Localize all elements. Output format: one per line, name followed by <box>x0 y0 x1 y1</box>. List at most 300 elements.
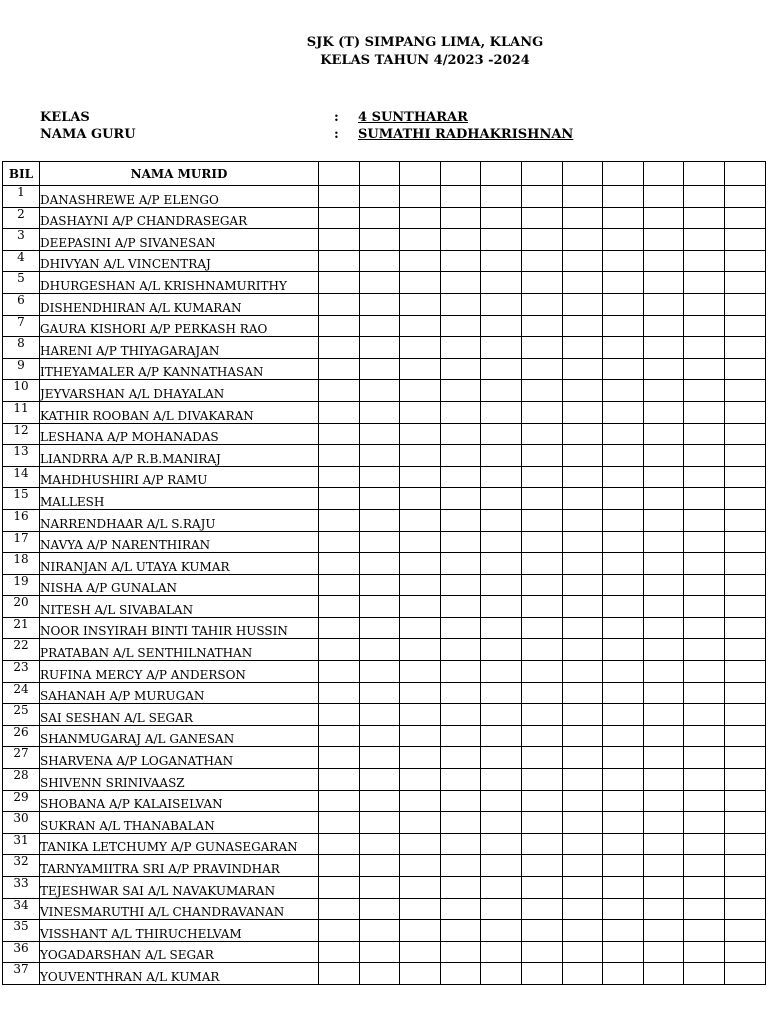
mark-cell[interactable] <box>562 401 603 423</box>
mark-cell[interactable] <box>724 229 765 251</box>
mark-cell[interactable] <box>481 963 522 985</box>
mark-cell[interactable] <box>521 574 562 596</box>
mark-cell[interactable] <box>521 531 562 553</box>
mark-cell[interactable] <box>481 423 522 445</box>
mark-cell[interactable] <box>481 207 522 229</box>
mark-cell[interactable] <box>603 790 644 812</box>
mark-cell[interactable] <box>481 186 522 208</box>
mark-cell[interactable] <box>684 617 725 639</box>
mark-cell[interactable] <box>319 790 360 812</box>
mark-cell[interactable] <box>724 445 765 467</box>
mark-cell[interactable] <box>400 682 441 704</box>
mark-cell[interactable] <box>481 898 522 920</box>
mark-cell[interactable] <box>521 229 562 251</box>
mark-cell[interactable] <box>481 250 522 272</box>
mark-cell[interactable] <box>521 488 562 510</box>
mark-cell[interactable] <box>319 445 360 467</box>
mark-cell[interactable] <box>724 941 765 963</box>
mark-cell[interactable] <box>603 639 644 661</box>
mark-cell[interactable] <box>562 812 603 834</box>
mark-cell[interactable] <box>481 358 522 380</box>
mark-cell[interactable] <box>562 531 603 553</box>
mark-cell[interactable] <box>521 639 562 661</box>
mark-cell[interactable] <box>684 531 725 553</box>
mark-cell[interactable] <box>400 293 441 315</box>
mark-cell[interactable] <box>481 725 522 747</box>
mark-cell[interactable] <box>724 747 765 769</box>
mark-cell[interactable] <box>724 531 765 553</box>
mark-cell[interactable] <box>319 250 360 272</box>
mark-cell[interactable] <box>603 250 644 272</box>
mark-cell[interactable] <box>319 963 360 985</box>
mark-cell[interactable] <box>643 186 684 208</box>
mark-cell[interactable] <box>400 380 441 402</box>
mark-cell[interactable] <box>521 855 562 877</box>
mark-cell[interactable] <box>643 509 684 531</box>
mark-cell[interactable] <box>643 855 684 877</box>
mark-cell[interactable] <box>359 596 400 618</box>
mark-cell[interactable] <box>724 682 765 704</box>
mark-cell[interactable] <box>359 293 400 315</box>
mark-cell[interactable] <box>359 812 400 834</box>
mark-cell[interactable] <box>643 596 684 618</box>
mark-cell[interactable] <box>481 445 522 467</box>
mark-cell[interactable] <box>562 725 603 747</box>
mark-cell[interactable] <box>319 596 360 618</box>
mark-cell[interactable] <box>400 531 441 553</box>
mark-cell[interactable] <box>684 941 725 963</box>
mark-cell[interactable] <box>562 963 603 985</box>
mark-cell[interactable] <box>400 877 441 899</box>
mark-cell[interactable] <box>562 704 603 726</box>
mark-cell[interactable] <box>684 769 725 791</box>
mark-cell[interactable] <box>684 704 725 726</box>
mark-cell[interactable] <box>724 639 765 661</box>
mark-cell[interactable] <box>724 596 765 618</box>
mark-cell[interactable] <box>521 747 562 769</box>
mark-cell[interactable] <box>562 509 603 531</box>
mark-cell[interactable] <box>440 574 481 596</box>
mark-cell[interactable] <box>724 358 765 380</box>
mark-cell[interactable] <box>400 423 441 445</box>
mark-cell[interactable] <box>724 661 765 683</box>
mark-cell[interactable] <box>684 250 725 272</box>
mark-cell[interactable] <box>359 229 400 251</box>
mark-cell[interactable] <box>319 725 360 747</box>
mark-cell[interactable] <box>562 877 603 899</box>
mark-cell[interactable] <box>562 790 603 812</box>
mark-cell[interactable] <box>359 877 400 899</box>
mark-cell[interactable] <box>684 380 725 402</box>
mark-cell[interactable] <box>603 833 644 855</box>
mark-cell[interactable] <box>481 293 522 315</box>
mark-cell[interactable] <box>643 250 684 272</box>
mark-cell[interactable] <box>481 682 522 704</box>
mark-cell[interactable] <box>359 401 400 423</box>
mark-cell[interactable] <box>643 790 684 812</box>
mark-cell[interactable] <box>724 920 765 942</box>
mark-cell[interactable] <box>400 747 441 769</box>
mark-cell[interactable] <box>724 401 765 423</box>
mark-cell[interactable] <box>319 941 360 963</box>
mark-cell[interactable] <box>481 920 522 942</box>
mark-cell[interactable] <box>521 898 562 920</box>
mark-cell[interactable] <box>400 186 441 208</box>
mark-cell[interactable] <box>440 725 481 747</box>
mark-cell[interactable] <box>400 596 441 618</box>
mark-cell[interactable] <box>643 920 684 942</box>
mark-cell[interactable] <box>521 790 562 812</box>
mark-cell[interactable] <box>319 293 360 315</box>
mark-cell[interactable] <box>643 531 684 553</box>
mark-cell[interactable] <box>359 207 400 229</box>
mark-cell[interactable] <box>603 488 644 510</box>
mark-cell[interactable] <box>562 315 603 337</box>
mark-cell[interactable] <box>521 380 562 402</box>
mark-cell[interactable] <box>481 941 522 963</box>
mark-cell[interactable] <box>643 639 684 661</box>
mark-cell[interactable] <box>440 920 481 942</box>
mark-cell[interactable] <box>521 941 562 963</box>
mark-cell[interactable] <box>521 833 562 855</box>
mark-cell[interactable] <box>724 812 765 834</box>
mark-cell[interactable] <box>359 898 400 920</box>
mark-cell[interactable] <box>359 574 400 596</box>
mark-cell[interactable] <box>684 747 725 769</box>
mark-cell[interactable] <box>521 617 562 639</box>
mark-cell[interactable] <box>319 747 360 769</box>
mark-cell[interactable] <box>643 704 684 726</box>
mark-cell[interactable] <box>603 229 644 251</box>
mark-cell[interactable] <box>562 769 603 791</box>
mark-cell[interactable] <box>319 272 360 294</box>
mark-cell[interactable] <box>643 380 684 402</box>
mark-cell[interactable] <box>684 466 725 488</box>
mark-cell[interactable] <box>603 315 644 337</box>
mark-cell[interactable] <box>724 380 765 402</box>
mark-cell[interactable] <box>319 509 360 531</box>
mark-cell[interactable] <box>603 358 644 380</box>
mark-cell[interactable] <box>319 531 360 553</box>
mark-cell[interactable] <box>521 812 562 834</box>
mark-cell[interactable] <box>603 337 644 359</box>
mark-cell[interactable] <box>400 920 441 942</box>
mark-cell[interactable] <box>359 963 400 985</box>
mark-cell[interactable] <box>603 574 644 596</box>
mark-cell[interactable] <box>400 401 441 423</box>
mark-cell[interactable] <box>724 855 765 877</box>
mark-cell[interactable] <box>440 596 481 618</box>
mark-cell[interactable] <box>684 682 725 704</box>
mark-cell[interactable] <box>724 553 765 575</box>
mark-cell[interactable] <box>643 617 684 639</box>
mark-cell[interactable] <box>684 833 725 855</box>
mark-cell[interactable] <box>481 855 522 877</box>
mark-cell[interactable] <box>319 337 360 359</box>
mark-cell[interactable] <box>400 941 441 963</box>
mark-cell[interactable] <box>562 250 603 272</box>
mark-cell[interactable] <box>481 833 522 855</box>
mark-cell[interactable] <box>643 423 684 445</box>
mark-cell[interactable] <box>440 272 481 294</box>
mark-cell[interactable] <box>319 315 360 337</box>
mark-cell[interactable] <box>319 704 360 726</box>
mark-cell[interactable] <box>481 769 522 791</box>
mark-cell[interactable] <box>319 855 360 877</box>
mark-cell[interactable] <box>724 769 765 791</box>
mark-cell[interactable] <box>562 661 603 683</box>
mark-cell[interactable] <box>440 855 481 877</box>
mark-cell[interactable] <box>562 833 603 855</box>
mark-cell[interactable] <box>684 725 725 747</box>
mark-cell[interactable] <box>481 574 522 596</box>
mark-cell[interactable] <box>521 661 562 683</box>
mark-cell[interactable] <box>684 574 725 596</box>
mark-cell[interactable] <box>684 509 725 531</box>
mark-cell[interactable] <box>400 790 441 812</box>
mark-cell[interactable] <box>603 963 644 985</box>
mark-cell[interactable] <box>400 337 441 359</box>
mark-cell[interactable] <box>481 661 522 683</box>
mark-cell[interactable] <box>481 466 522 488</box>
mark-cell[interactable] <box>440 812 481 834</box>
mark-cell[interactable] <box>359 358 400 380</box>
mark-cell[interactable] <box>562 272 603 294</box>
mark-cell[interactable] <box>562 617 603 639</box>
mark-cell[interactable] <box>643 315 684 337</box>
mark-cell[interactable] <box>319 229 360 251</box>
mark-cell[interactable] <box>481 617 522 639</box>
mark-cell[interactable] <box>684 207 725 229</box>
mark-cell[interactable] <box>684 358 725 380</box>
mark-cell[interactable] <box>643 574 684 596</box>
mark-cell[interactable] <box>440 682 481 704</box>
mark-cell[interactable] <box>319 812 360 834</box>
mark-cell[interactable] <box>359 617 400 639</box>
mark-cell[interactable] <box>643 725 684 747</box>
mark-cell[interactable] <box>643 401 684 423</box>
mark-cell[interactable] <box>562 747 603 769</box>
mark-cell[interactable] <box>603 509 644 531</box>
mark-cell[interactable] <box>643 747 684 769</box>
mark-cell[interactable] <box>481 877 522 899</box>
mark-cell[interactable] <box>400 229 441 251</box>
mark-cell[interactable] <box>400 445 441 467</box>
mark-cell[interactable] <box>521 445 562 467</box>
mark-cell[interactable] <box>481 337 522 359</box>
mark-cell[interactable] <box>400 963 441 985</box>
mark-cell[interactable] <box>603 207 644 229</box>
mark-cell[interactable] <box>684 337 725 359</box>
mark-cell[interactable] <box>684 293 725 315</box>
mark-cell[interactable] <box>724 272 765 294</box>
mark-cell[interactable] <box>440 509 481 531</box>
mark-cell[interactable] <box>440 380 481 402</box>
mark-cell[interactable] <box>481 812 522 834</box>
mark-cell[interactable] <box>684 272 725 294</box>
mark-cell[interactable] <box>684 639 725 661</box>
mark-cell[interactable] <box>562 855 603 877</box>
mark-cell[interactable] <box>643 293 684 315</box>
mark-cell[interactable] <box>359 747 400 769</box>
mark-cell[interactable] <box>643 207 684 229</box>
mark-cell[interactable] <box>562 337 603 359</box>
mark-cell[interactable] <box>319 488 360 510</box>
mark-cell[interactable] <box>319 920 360 942</box>
mark-cell[interactable] <box>359 380 400 402</box>
mark-cell[interactable] <box>562 574 603 596</box>
mark-cell[interactable] <box>400 704 441 726</box>
mark-cell[interactable] <box>521 186 562 208</box>
mark-cell[interactable] <box>684 401 725 423</box>
mark-cell[interactable] <box>521 596 562 618</box>
mark-cell[interactable] <box>359 855 400 877</box>
mark-cell[interactable] <box>521 704 562 726</box>
mark-cell[interactable] <box>440 401 481 423</box>
mark-cell[interactable] <box>643 941 684 963</box>
mark-cell[interactable] <box>724 423 765 445</box>
mark-cell[interactable] <box>440 833 481 855</box>
mark-cell[interactable] <box>684 186 725 208</box>
mark-cell[interactable] <box>521 553 562 575</box>
mark-cell[interactable] <box>359 337 400 359</box>
mark-cell[interactable] <box>603 423 644 445</box>
mark-cell[interactable] <box>643 682 684 704</box>
mark-cell[interactable] <box>643 229 684 251</box>
mark-cell[interactable] <box>603 725 644 747</box>
mark-cell[interactable] <box>359 466 400 488</box>
mark-cell[interactable] <box>521 509 562 531</box>
mark-cell[interactable] <box>481 272 522 294</box>
mark-cell[interactable] <box>603 617 644 639</box>
mark-cell[interactable] <box>440 207 481 229</box>
mark-cell[interactable] <box>481 488 522 510</box>
mark-cell[interactable] <box>319 769 360 791</box>
mark-cell[interactable] <box>562 553 603 575</box>
mark-cell[interactable] <box>562 596 603 618</box>
mark-cell[interactable] <box>684 812 725 834</box>
mark-cell[interactable] <box>481 704 522 726</box>
mark-cell[interactable] <box>684 423 725 445</box>
mark-cell[interactable] <box>481 380 522 402</box>
mark-cell[interactable] <box>319 833 360 855</box>
mark-cell[interactable] <box>319 553 360 575</box>
mark-cell[interactable] <box>603 293 644 315</box>
mark-cell[interactable] <box>521 920 562 942</box>
mark-cell[interactable] <box>481 639 522 661</box>
mark-cell[interactable] <box>603 877 644 899</box>
mark-cell[interactable] <box>724 488 765 510</box>
mark-cell[interactable] <box>562 186 603 208</box>
mark-cell[interactable] <box>684 315 725 337</box>
mark-cell[interactable] <box>400 509 441 531</box>
mark-cell[interactable] <box>359 423 400 445</box>
mark-cell[interactable] <box>724 898 765 920</box>
mark-cell[interactable] <box>724 509 765 531</box>
mark-cell[interactable] <box>562 423 603 445</box>
mark-cell[interactable] <box>440 531 481 553</box>
mark-cell[interactable] <box>562 488 603 510</box>
mark-cell[interactable] <box>724 704 765 726</box>
mark-cell[interactable] <box>319 682 360 704</box>
mark-cell[interactable] <box>521 293 562 315</box>
mark-cell[interactable] <box>684 963 725 985</box>
mark-cell[interactable] <box>562 920 603 942</box>
mark-cell[interactable] <box>684 790 725 812</box>
mark-cell[interactable] <box>400 207 441 229</box>
mark-cell[interactable] <box>319 898 360 920</box>
mark-cell[interactable] <box>603 855 644 877</box>
mark-cell[interactable] <box>400 488 441 510</box>
mark-cell[interactable] <box>562 229 603 251</box>
mark-cell[interactable] <box>521 272 562 294</box>
mark-cell[interactable] <box>359 553 400 575</box>
mark-cell[interactable] <box>684 920 725 942</box>
mark-cell[interactable] <box>400 617 441 639</box>
mark-cell[interactable] <box>603 445 644 467</box>
mark-cell[interactable] <box>521 207 562 229</box>
mark-cell[interactable] <box>603 380 644 402</box>
mark-cell[interactable] <box>562 445 603 467</box>
mark-cell[interactable] <box>400 466 441 488</box>
mark-cell[interactable] <box>359 790 400 812</box>
mark-cell[interactable] <box>684 855 725 877</box>
mark-cell[interactable] <box>400 769 441 791</box>
mark-cell[interactable] <box>521 358 562 380</box>
mark-cell[interactable] <box>481 790 522 812</box>
mark-cell[interactable] <box>521 877 562 899</box>
mark-cell[interactable] <box>440 358 481 380</box>
mark-cell[interactable] <box>562 293 603 315</box>
mark-cell[interactable] <box>319 661 360 683</box>
mark-cell[interactable] <box>400 315 441 337</box>
mark-cell[interactable] <box>724 466 765 488</box>
mark-cell[interactable] <box>400 574 441 596</box>
mark-cell[interactable] <box>440 769 481 791</box>
mark-cell[interactable] <box>319 617 360 639</box>
mark-cell[interactable] <box>684 229 725 251</box>
mark-cell[interactable] <box>724 790 765 812</box>
mark-cell[interactable] <box>643 337 684 359</box>
mark-cell[interactable] <box>643 769 684 791</box>
mark-cell[interactable] <box>521 423 562 445</box>
mark-cell[interactable] <box>562 898 603 920</box>
mark-cell[interactable] <box>440 898 481 920</box>
mark-cell[interactable] <box>400 898 441 920</box>
mark-cell[interactable] <box>400 639 441 661</box>
mark-cell[interactable] <box>400 250 441 272</box>
mark-cell[interactable] <box>603 812 644 834</box>
mark-cell[interactable] <box>724 833 765 855</box>
mark-cell[interactable] <box>319 358 360 380</box>
mark-cell[interactable] <box>481 747 522 769</box>
mark-cell[interactable] <box>603 747 644 769</box>
mark-cell[interactable] <box>359 509 400 531</box>
mark-cell[interactable] <box>724 617 765 639</box>
mark-cell[interactable] <box>643 963 684 985</box>
mark-cell[interactable] <box>319 423 360 445</box>
mark-cell[interactable] <box>562 466 603 488</box>
mark-cell[interactable] <box>359 186 400 208</box>
mark-cell[interactable] <box>684 898 725 920</box>
mark-cell[interactable] <box>440 250 481 272</box>
mark-cell[interactable] <box>521 401 562 423</box>
mark-cell[interactable] <box>603 531 644 553</box>
mark-cell[interactable] <box>562 941 603 963</box>
mark-cell[interactable] <box>521 337 562 359</box>
mark-cell[interactable] <box>440 941 481 963</box>
mark-cell[interactable] <box>440 445 481 467</box>
